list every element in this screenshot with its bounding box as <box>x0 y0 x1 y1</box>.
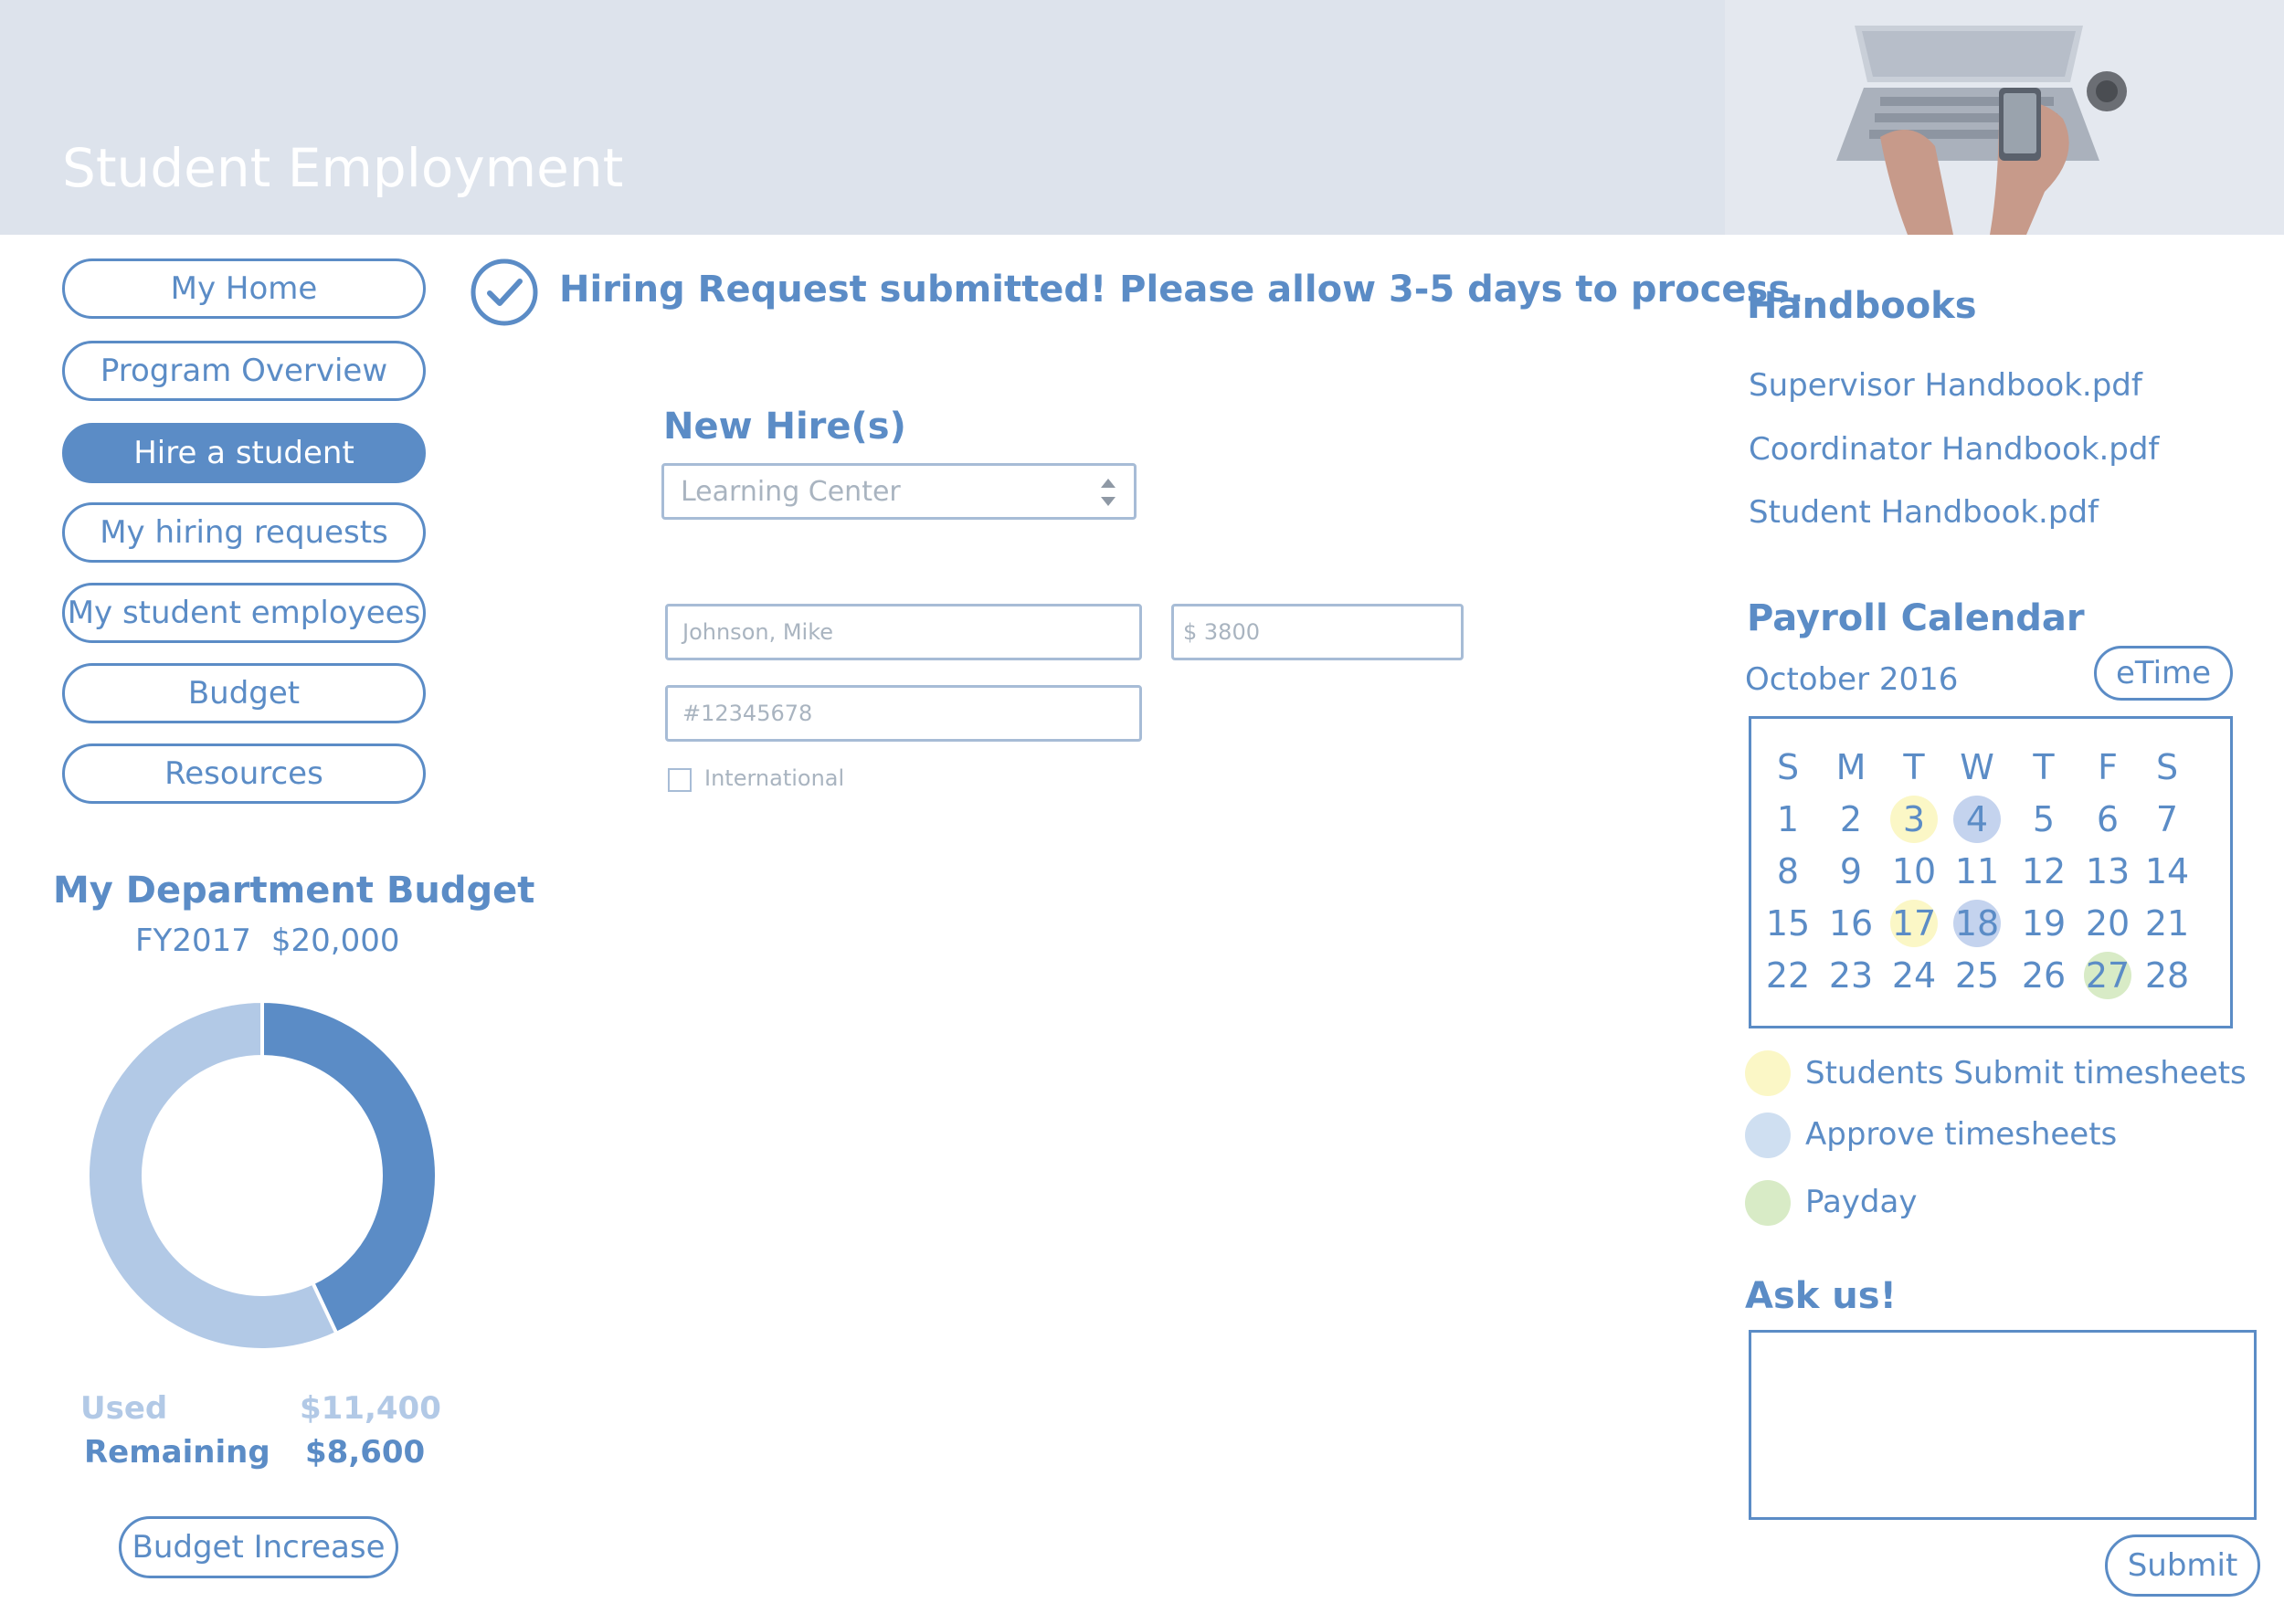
calendar-month: October 2016 <box>1745 661 1959 698</box>
weekday-label: S <box>1776 747 1800 787</box>
calendar-day <box>1951 849 2003 894</box>
app-title: Student Employment <box>62 137 624 199</box>
day-number: 21 <box>2144 903 2190 944</box>
day-number: 4 <box>1965 799 1989 839</box>
remaining-value: $8,600 <box>305 1434 426 1471</box>
international-checkbox[interactable] <box>668 768 692 792</box>
calendar-day <box>2141 796 2193 842</box>
etime-button[interactable]: eTime <box>2094 646 2233 701</box>
day-number: 18 <box>1954 903 2000 944</box>
payroll-calendar-title: Payroll Calendar <box>1747 597 2085 639</box>
new-hire-title: New Hire(s) <box>663 406 906 448</box>
department-select[interactable] <box>661 463 1137 520</box>
payday-legend-label: Payday <box>1805 1184 1918 1220</box>
weekday-label: S <box>2155 747 2179 787</box>
day-number: 22 <box>1765 955 1811 996</box>
calendar-day <box>1951 901 2003 946</box>
day-number: 13 <box>2085 851 2131 891</box>
calendar-day <box>1762 953 1813 998</box>
calendar-day <box>2082 849 2133 894</box>
check-circle-icon <box>470 258 539 327</box>
coordinator-handbook-link[interactable]: Coordinator Handbook.pdf <box>1749 431 2160 468</box>
page-header <box>0 0 2284 235</box>
calendar-weekday <box>2082 744 2133 790</box>
nav-budget[interactable]: Budget <box>62 663 426 723</box>
budget-title: My Department Budget <box>53 870 535 912</box>
budget-donut-chart <box>86 999 439 1352</box>
day-number: 20 <box>2085 903 2131 944</box>
weekday-label: W <box>1960 747 1994 787</box>
weekday-label: F <box>2098 747 2118 787</box>
international-label: International <box>704 765 845 791</box>
calendar-weekday <box>1951 744 2003 790</box>
day-number: 9 <box>1839 851 1863 891</box>
calendar-day <box>2082 953 2133 998</box>
handbooks-title: Handbooks <box>1747 285 1977 327</box>
student-handbook-link[interactable]: Student Handbook.pdf <box>1749 494 2099 531</box>
calendar-day <box>2141 953 2193 998</box>
day-number: 26 <box>2021 955 2067 996</box>
day-number: 15 <box>1765 903 1811 944</box>
calendar-weekday <box>1888 744 1940 790</box>
day-number: 27 <box>2085 955 2131 996</box>
submit-button[interactable]: Submit <box>2105 1534 2260 1597</box>
amount-value: $ 3800 <box>1183 619 1260 645</box>
budget-summary <box>135 923 419 959</box>
supervisor-handbook-link[interactable]: Supervisor Handbook.pdf <box>1749 367 2142 404</box>
calendar-day <box>1825 849 1877 894</box>
calendar-day <box>1888 849 1940 894</box>
calendar-weekday <box>1825 744 1877 790</box>
ask-us-title: Ask us! <box>1745 1275 1897 1317</box>
day-number: 2 <box>1839 799 1863 839</box>
used-label: Used <box>80 1390 168 1427</box>
calendar-day <box>1888 953 1940 998</box>
confirmation-message: Hiring Request submitted! Please allow 3-5 days to process. <box>559 269 1804 311</box>
day-number: 23 <box>1828 955 1874 996</box>
calendar-weekday <box>2141 744 2193 790</box>
calendar-day <box>1825 953 1877 998</box>
payday-legend-dot <box>1745 1180 1791 1226</box>
nav-resources[interactable]: Resources <box>62 743 426 804</box>
budget-total: $20,000 <box>270 923 400 959</box>
approve-legend-label: Approve timesheets <box>1805 1116 2118 1153</box>
calendar-day <box>1762 796 1813 842</box>
calendar-day <box>1951 796 2003 842</box>
department-value: Learning Center <box>681 475 901 508</box>
day-number: 19 <box>2021 903 2067 944</box>
student-id-value: #12345678 <box>682 701 813 726</box>
calendar-day <box>2082 901 2133 946</box>
calendar-day <box>2018 953 2069 998</box>
day-number: 5 <box>2032 799 2056 839</box>
calendar-day <box>1888 901 1940 946</box>
student-name-value: Johnson, Mike <box>682 619 834 645</box>
calendar-day <box>1825 901 1877 946</box>
fiscal-year: FY2017 <box>135 923 251 959</box>
calendar-day <box>2018 796 2069 842</box>
calendar-day <box>2141 901 2193 946</box>
calendar-day <box>1762 849 1813 894</box>
day-number: 25 <box>1954 955 2000 996</box>
remaining-label: Remaining <box>84 1434 270 1471</box>
hero-laptop-photo <box>1725 0 2284 235</box>
payroll-calendar-grid <box>1749 716 2233 1028</box>
day-number: 7 <box>2155 799 2179 839</box>
day-number: 17 <box>1891 903 1937 944</box>
day-number: 16 <box>1828 903 1874 944</box>
calendar-day <box>1888 796 1940 842</box>
weekday-label: T <box>1903 747 1925 787</box>
student-id-field[interactable] <box>665 685 1142 742</box>
day-number: 8 <box>1776 851 1800 891</box>
day-number: 24 <box>1891 955 1937 996</box>
select-arrows-icon <box>1099 477 1117 508</box>
submit-legend-dot <box>1745 1050 1791 1096</box>
day-number: 28 <box>2144 955 2190 996</box>
calendar-weekday <box>2018 744 2069 790</box>
used-value: $11,400 <box>300 1390 441 1427</box>
nav-my-hiring-requests[interactable]: My hiring requests <box>62 502 426 563</box>
amount-field[interactable] <box>1171 604 1464 660</box>
calendar-day <box>2082 796 2133 842</box>
day-number: 10 <box>1891 851 1937 891</box>
day-number: 1 <box>1776 799 1800 839</box>
day-number: 14 <box>2144 851 2190 891</box>
approve-legend-dot <box>1745 1113 1791 1158</box>
submit-legend-label: Students Submit timesheets <box>1805 1055 2247 1091</box>
nav-hire-a-student[interactable]: Hire a student <box>62 423 426 483</box>
weekday-label: T <box>2033 747 2055 787</box>
nav-program-overview[interactable]: Program Overview <box>62 341 426 401</box>
ask-us-textarea[interactable] <box>1749 1330 2257 1520</box>
calendar-day <box>1951 953 2003 998</box>
calendar-day <box>1825 796 1877 842</box>
calendar-day <box>1762 901 1813 946</box>
student-name-field[interactable] <box>665 604 1142 660</box>
day-number: 11 <box>1954 851 2000 891</box>
budget-increase-button[interactable]: Budget Increase <box>119 1516 398 1578</box>
weekday-label: M <box>1835 747 1866 787</box>
calendar-day <box>2018 849 2069 894</box>
nav-my-home[interactable]: My Home <box>62 258 426 319</box>
day-number: 3 <box>1902 799 1926 839</box>
day-number: 12 <box>2021 851 2067 891</box>
donut-slice-remaining <box>262 1001 437 1334</box>
calendar-day <box>2018 901 2069 946</box>
calendar-day <box>2141 849 2193 894</box>
nav-my-student-employees[interactable]: My student employees <box>62 583 426 643</box>
calendar-weekday <box>1762 744 1813 790</box>
day-number: 6 <box>2096 799 2120 839</box>
